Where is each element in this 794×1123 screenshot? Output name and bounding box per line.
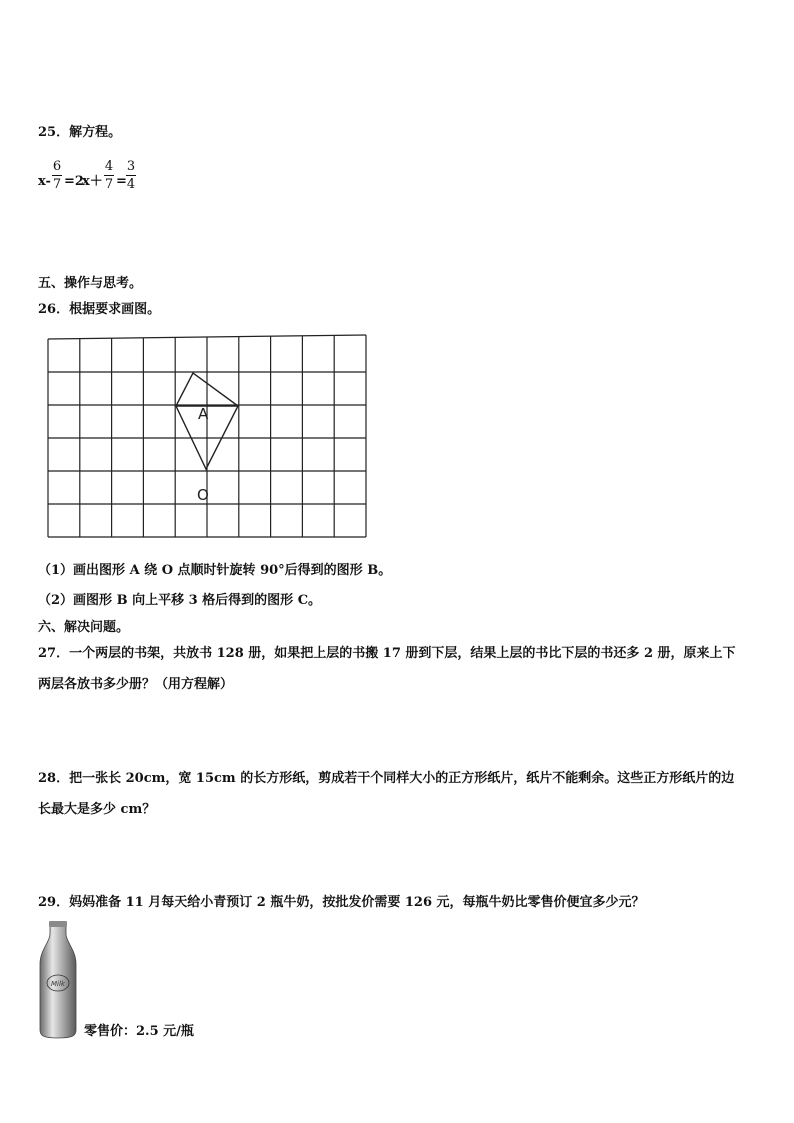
retail-price: 零售价：2.5 元/瓶 [84, 1024, 194, 1039]
eq-fraction-3-num: 3 [126, 159, 136, 174]
section-6-heading: 六、解决问题。 [38, 620, 130, 635]
q28-line1: 28．把一张长 20cm，宽 15cm 的长方形纸，剪成若干个同样大小的正方形纸片，纸片不能剩余。这些正方形纸片的边 [38, 771, 735, 786]
eq-fraction-3-den: 4 [126, 177, 136, 192]
eq-x2: x＋ [82, 174, 103, 189]
eq-x1: x- [38, 174, 51, 189]
q27-line1: 27．一个两层的书架，共放书 128 册，如果把上层的书搬 17 册到下层，结果上层的书比下层的书还多 2 册，原来上下 [38, 646, 736, 661]
q26-grid-figure [44, 333, 370, 543]
q26-title: 26．根据要求画图。 [38, 302, 161, 317]
eq-fraction-3 [126, 159, 136, 192]
grid-lines [48, 335, 366, 537]
eq-fraction-1 [52, 159, 62, 192]
q25-title: 25．解方程。 [38, 125, 122, 140]
section-5-heading: 五、操作与思考。 [38, 276, 143, 291]
bottle-label: Milk [51, 980, 65, 988]
eq-fraction-2-num: 4 [104, 159, 114, 174]
milk-bottle-image [36, 920, 80, 1040]
q27-line2: 两层各放书多少册？（用方程解） [38, 677, 234, 692]
eq-equals: = [116, 174, 127, 189]
q29-line1: 29．妈妈准备 11 月每天给小青预订 2 瓶牛奶，按批发价需要 126 元，每瓶牛奶比零售价便宜多少元？ [38, 895, 645, 910]
eq-fraction-1-num: 6 [52, 159, 62, 174]
q26-sub1: （1）画出图形 A 绕 O 点顺时针旋转 90°后得到的图形 B。 [38, 563, 392, 578]
eq-fraction-2-den: 7 [104, 177, 114, 192]
label-o: O [197, 486, 209, 504]
q28-line2: 长最大是多少 cm？ [38, 802, 156, 817]
eq-mid: =2 [64, 174, 84, 189]
q26-sub2: （2）画图形 B 向上平移 3 格后得到的图形 C。 [38, 593, 322, 608]
label-a: A [198, 405, 209, 423]
eq-fraction-1-den: 7 [52, 177, 62, 192]
eq-fraction-2 [104, 159, 114, 192]
